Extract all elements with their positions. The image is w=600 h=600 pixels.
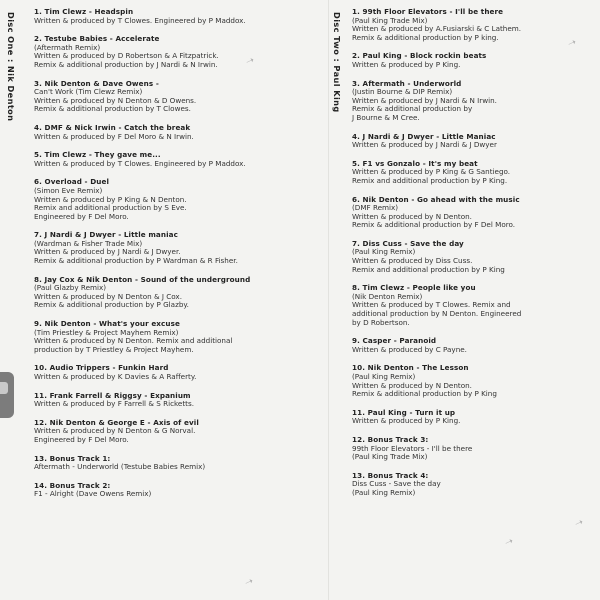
- track-entry: [34, 419, 326, 445]
- track-credit-line: Written & produced by D Robertson & A Fitzpatrick.: [34, 51, 219, 61]
- track-credit-line: Remix and additional production by S Eve.: [34, 203, 187, 213]
- track-entry: [352, 52, 592, 69]
- track-credit-line: (Paul King Trade Mix): [352, 15, 428, 25]
- track-entry: [34, 35, 326, 69]
- track-entry: [34, 320, 326, 354]
- track-credit-line: Written & produced by J Nardi & N Irwin.: [352, 95, 497, 105]
- disc-one-tracklist: [34, 8, 326, 509]
- speck-mark: ➝: [243, 575, 256, 590]
- track-entry: [352, 337, 592, 354]
- track-title: 5. F1 vs Gonzalo - It's my beat: [352, 158, 478, 168]
- track-credit-line: Written & produced by N Denton & G Norval.: [34, 426, 196, 436]
- track-title: 11. Frank Farrell & Riggsy - Expanium: [34, 390, 191, 400]
- track-credit-line: Remix & additional production by T Clowes.: [34, 104, 191, 114]
- track-title: 5. Tim Clewz - They gave me...: [34, 150, 161, 160]
- track-title: 6. Nik Denton - Go ahead with the music: [352, 194, 520, 204]
- track-entry: [34, 80, 326, 114]
- track-credit-line: (Paul King Remix): [352, 247, 416, 257]
- track-entry: [352, 196, 592, 230]
- track-title: 1. Tim Clewz - Headspin: [34, 7, 134, 16]
- track-credit-line: Written & produced by A.Fusiarski & C Lathem.: [352, 24, 522, 34]
- track-credit-line: Written & produced by N Denton.: [352, 211, 472, 221]
- track-title: 12. Bonus Track 3:: [352, 434, 429, 444]
- track-credit-line: Remix & additional production by P king.: [352, 32, 499, 42]
- track-title: 6. Overload - Duel: [34, 177, 110, 187]
- print-blotch: [0, 372, 14, 418]
- track-entry: [352, 8, 592, 42]
- track-title: 9. Nik Denton - What's your excuse: [34, 319, 180, 329]
- track-title: 13. Bonus Track 4:: [352, 470, 429, 480]
- track-credit-line: additional production by N Denton. Engineered: [352, 309, 522, 319]
- track-credit-line: by D Robertson.: [352, 317, 410, 327]
- track-credit-line: Written & produced by P King.: [352, 59, 461, 69]
- track-credit-line: Written & produced by T Clowes. Engineered by P Maddox.: [34, 15, 246, 25]
- track-credit-line: Aftermath - Underworld (Testube Babies Remix): [34, 462, 206, 472]
- track-credit-line: Engineered by F Del Moro.: [34, 434, 129, 444]
- track-credit-line: Written & produced by J Nardi & J Dwyer.: [34, 247, 181, 257]
- speck-mark: ➝: [573, 516, 586, 531]
- track-entry: [34, 392, 326, 409]
- track-title: 8. Jay Cox & Nik Denton - Sound of the underground: [34, 274, 251, 284]
- track-credit-line: J Bourne & M Cree.: [352, 112, 420, 122]
- track-title: 3. Nik Denton & Dave Owens -: [34, 78, 159, 88]
- track-entry: [352, 133, 592, 150]
- track-entry: [352, 436, 592, 462]
- track-title: 7. J Nardi & J Dwyer - Little maniac: [34, 230, 178, 240]
- track-credit-line: Written & produced by Diss Cuss.: [352, 256, 473, 266]
- disc-two-tracklist: [352, 8, 592, 508]
- track-credit-line: (Wardman & Fisher Trade Mix): [34, 238, 143, 248]
- speck-mark: ➝: [566, 36, 579, 51]
- track-credit-line: Remix and additional production by P King: [352, 264, 505, 274]
- track-credit-line: Remix & additional production by J Nardi & N Irwin.: [34, 59, 218, 69]
- track-title: 14. Bonus Track 2:: [34, 480, 111, 490]
- track-entry: [34, 364, 326, 381]
- track-credit-line: Written & produced by P King & N Denton.: [34, 194, 187, 204]
- track-credit-line: (Nik Denton Remix): [352, 291, 423, 301]
- track-credit-line: (Paul King Trade Mix): [352, 452, 428, 462]
- track-title: 2. Paul King - Block rockin beats: [352, 51, 487, 61]
- track-title: 7. Diss Cuss - Save the day: [352, 238, 464, 248]
- track-credit-line: (Paul King Remix): [352, 372, 416, 381]
- track-title: 4. DMF & Nick Irwin - Catch the break: [34, 122, 191, 132]
- track-credit-line: (Aftermath Remix): [34, 42, 101, 52]
- track-entry: [352, 409, 592, 426]
- track-credit-line: Written & produced by T Clowes. Engineered by P Maddox.: [34, 158, 246, 168]
- track-title: 12. Nik Denton & George E - Axis of evil: [34, 417, 199, 427]
- track-title: 2. Testube Babies - Accelerate: [34, 34, 160, 44]
- track-credit-line: Remix & additional production by P Glazby.: [34, 300, 189, 310]
- track-entry: [352, 364, 592, 398]
- disc-one-label: Disc One : Nik Denton: [6, 12, 16, 122]
- track-title: 13. Bonus Track 1:: [34, 453, 111, 463]
- track-title: 10. Audio Trippers - Funkin Hard: [34, 363, 169, 373]
- track-credit-line: (Tim Priestley & Project Mayhem Remix): [34, 327, 179, 337]
- track-entry: [34, 231, 326, 265]
- track-entry: [352, 284, 592, 327]
- track-credit-line: Written & produced by F Farrell & S Ricketts.: [34, 399, 195, 409]
- track-title: 10. Nik Denton - The Lesson: [352, 363, 469, 373]
- track-entry: [352, 80, 592, 123]
- disc-two-label: Disc Two : Paul King: [332, 12, 342, 113]
- track-credit-line: Written & produced by J Nardi & J Dwyer: [352, 140, 497, 150]
- column-divider: [328, 0, 329, 600]
- track-credit-line: Written & produced by N Denton. Remix and additional: [34, 336, 233, 346]
- track-credit-line: Can't Work (Tim Clewz Remix): [34, 87, 143, 97]
- track-credit-line: Written & produced by F Del Moro & N Irwin.: [34, 131, 194, 141]
- track-credit-line: Remix & additional production by F Del Moro.: [352, 220, 516, 230]
- track-credit-line: Written & produced by K Davies & A Rafferty.: [34, 372, 197, 381]
- track-credit-line: Written & produced by N Denton.: [352, 380, 472, 390]
- track-title: 9. Casper - Paranoid: [352, 336, 437, 346]
- track-credit-line: Remix and additional production by P King.: [352, 175, 508, 185]
- track-credit-line: (Paul King Remix): [352, 487, 416, 497]
- track-entry: [34, 124, 326, 141]
- track-entry: [34, 151, 326, 168]
- track-credit-line: Remix & additional production by: [352, 104, 473, 114]
- track-credit-line: Engineered by F Del Moro.: [34, 211, 129, 221]
- track-entry: [352, 472, 592, 498]
- speck-mark: ➝: [244, 54, 257, 69]
- track-credit-line: Diss Cuss - Save the day: [352, 479, 441, 489]
- track-credit-line: Written & produced by P King.: [352, 416, 461, 426]
- track-entry: [34, 8, 326, 25]
- speck-mark: ➝: [503, 535, 516, 550]
- track-entry: [34, 178, 326, 221]
- print-blotch-highlight: [0, 382, 8, 394]
- track-entry: [352, 160, 592, 186]
- track-title: 4. J Nardi & J Dwyer - Little Maniac: [352, 131, 496, 141]
- track-credit-line: (Paul Glazby Remix): [34, 283, 107, 293]
- track-credit-line: (DMF Remix): [352, 203, 399, 213]
- track-title: 8. Tim Clewz - People like you: [352, 283, 476, 293]
- track-entry: [34, 455, 326, 472]
- track-credit-line: Written & produced by C Payne.: [352, 344, 467, 354]
- track-credit-line: 99th Floor Elevators - I'll be there: [352, 443, 473, 453]
- track-credit-line: production by T Priestley & Project Mayhem.: [34, 344, 194, 354]
- track-credit-line: Remix & additional production by P King: [352, 389, 497, 399]
- track-title: 1. 99th Floor Elevators - I'll be there: [352, 7, 504, 16]
- track-credit-line: F1 - Alright (Dave Owens Remix): [34, 489, 152, 499]
- track-credit-line: Written & produced by T Clowes. Remix and: [352, 300, 511, 310]
- track-credit-line: Written & produced by N Denton & J Cox.: [34, 291, 182, 301]
- track-title: 11. Paul King - Turn it up: [352, 407, 456, 417]
- track-entry: [352, 240, 592, 274]
- track-credit-line: (Simon Eve Remix): [34, 185, 103, 195]
- track-credit-line: Written & produced by N Denton & D Owens.: [34, 95, 197, 105]
- track-credit-line: Written & produced by P King & G Santiego.: [352, 167, 511, 177]
- track-entry: [34, 482, 326, 499]
- track-title: 3. Aftermath - Underworld: [352, 78, 462, 88]
- track-credit-line: Remix & additional production by P Wardman & R Fisher.: [34, 256, 238, 266]
- track-credit-line: (Justin Bourne & DIP Remix): [352, 87, 453, 97]
- track-entry: [34, 276, 326, 310]
